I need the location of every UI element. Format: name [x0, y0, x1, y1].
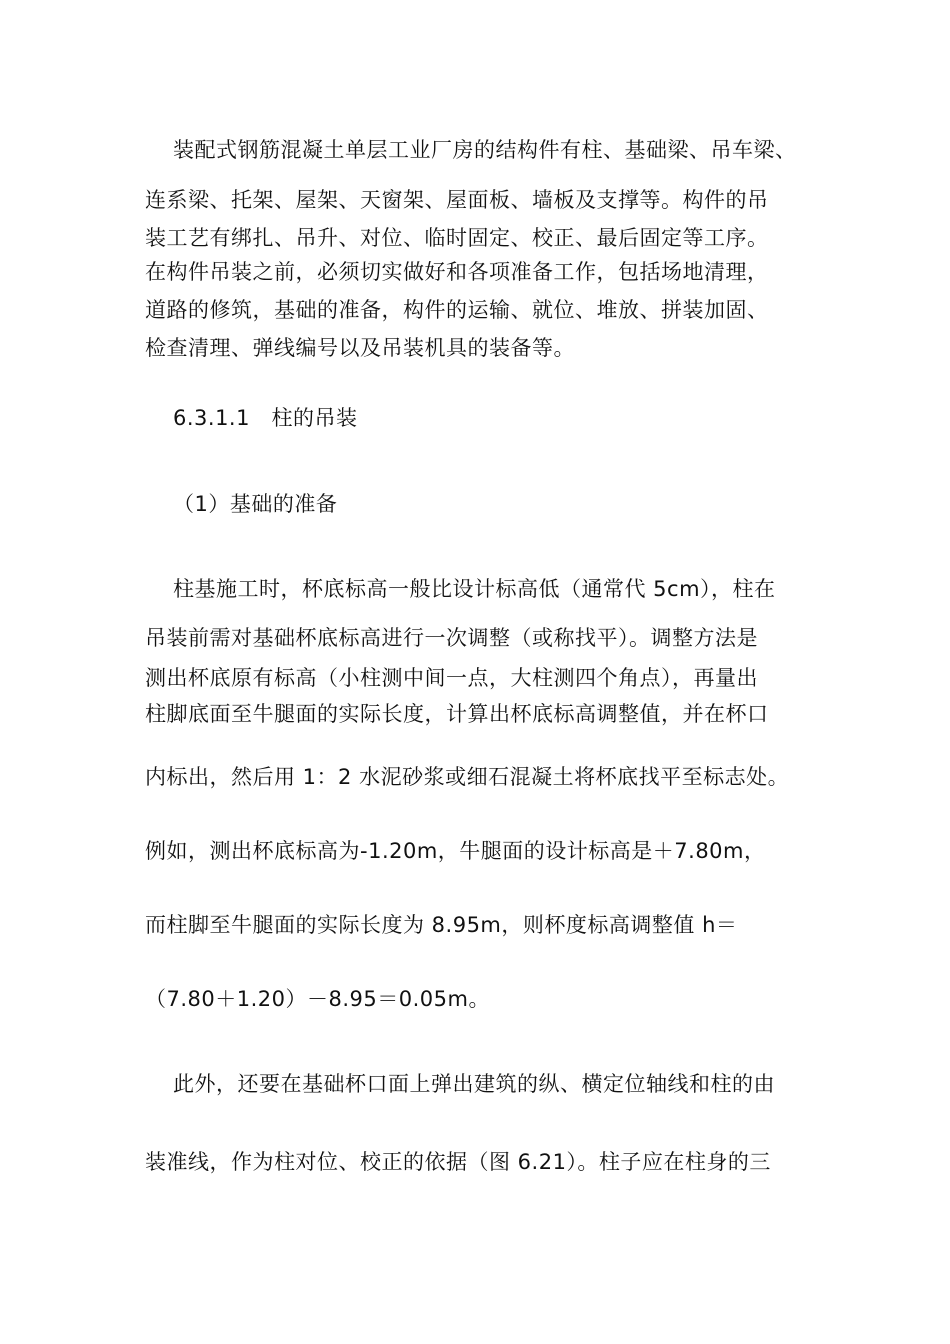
- paragraph-2-line-8: （7.80＋1.20）－8.95＝0.05m。: [145, 987, 490, 1011]
- subsection-heading: （1）基础的准备: [173, 492, 338, 516]
- paragraph-3-line-1: 此外，还要在基础杯口面上弹出建筑的纵、横定位轴线和柱的由: [173, 1072, 775, 1096]
- paragraph-1-line-5: 道路的修筑，基础的准备，构件的运输、就位、堆放、拼装加固、: [145, 298, 769, 322]
- paragraph-1-line-1: 装配式钢筋混凝土单层工业厂房的结构件有柱、基础梁、吊车梁、: [173, 138, 797, 162]
- paragraph-2-line-5: 内标出，然后用 1：2 水泥砂浆或细石混凝土将杯底找平至标志处。: [145, 765, 790, 789]
- paragraph-1-line-3: 装工艺有绑扎、吊升、对位、临时固定、校正、最后固定等工序。: [145, 226, 769, 250]
- paragraph-2-line-2: 吊装前需对基础杯底标高进行一次调整（或称找平）。调整方法是: [145, 626, 758, 650]
- paragraph-1-line-2: 连系梁、托架、屋架、天窗架、屋面板、墙板及支撑等。构件的吊: [145, 188, 769, 212]
- paragraph-2-line-3: 测出杯底原有标高（小柱测中间一点，大柱测四个角点），再量出: [145, 666, 758, 690]
- paragraph-2-line-1: 柱基施工时，杯底标高一般比设计标高低（通常代 5cm），柱在: [173, 577, 776, 601]
- paragraph-3-line-2: 装准线，作为柱对位、校正的依据（图 6.21）。柱子应在柱身的三: [145, 1150, 771, 1174]
- paragraph-1-line-4: 在构件吊装之前，必须切实做好和各项准备工作，包括场地清理，: [145, 260, 769, 284]
- paragraph-1-line-6: 检查清理、弹线编号以及吊装机具的装备等。: [145, 336, 575, 360]
- paragraph-2-line-4: 柱脚底面至牛腿面的实际长度，计算出杯底标高调整值，并在杯口: [145, 702, 769, 726]
- section-heading: 6.3.1.1 柱的吊装: [173, 406, 358, 430]
- paragraph-2-line-6: 例如，测出杯底标高为-1.20m，牛腿面的设计标高是＋7.80m，: [145, 839, 766, 863]
- paragraph-2-line-7: 而柱脚至牛腿面的实际长度为 8.95m，则杯度标高调整值 h＝: [145, 913, 738, 937]
